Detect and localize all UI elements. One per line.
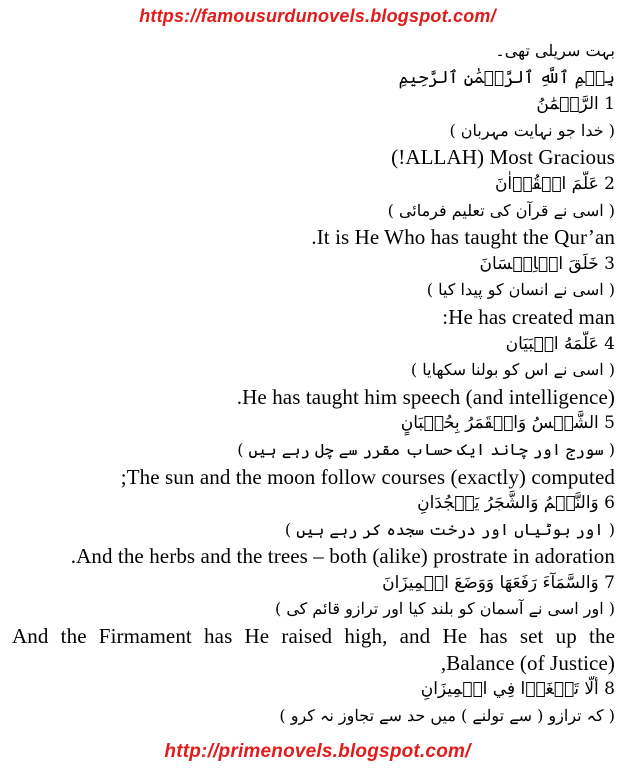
text-line: He has created man:	[442, 304, 615, 329]
text-line: And the herbs and the trees – both (alike) prostrate in adoration.	[70, 544, 615, 569]
text-line: ( اسی نے انسان کو پیدا کیا )	[426, 280, 615, 300]
text-line: بِسۡمِ ٱللَّهِ ٱلرَّحۡمَٰنِ ٱلرَّحِيمِ	[398, 67, 615, 88]
text-line: ( خدا جو نہایت مہربان )	[449, 120, 615, 140]
text-line: 6 وَالنَّجۡمُ وَالشَّجَرُ يَسۡجُدَانِ	[417, 493, 615, 514]
text-line: He has taught him speech (and intelligence).	[236, 384, 615, 409]
text-line: 1 الرَّحۡمَٰنُ	[536, 94, 615, 115]
page-body	[0, 38, 635, 729]
text-line: It is He Who has taught the Qur’an.	[311, 225, 615, 250]
text-line: ( سورج اور چاند ایک حساب مقرر سے چل رہے ہیں )	[237, 439, 615, 459]
text-line: ( کہ ترازو ( سے تولنے ) میں حد سے تجاوز نہ کرو )	[279, 705, 615, 725]
text-line: 5 الشَّمۡسُ وَالۡقَمَرُ بِحُسۡبَانٍ	[400, 413, 615, 434]
text-line: ( اسی نے اس کو بولنا سکھایا )	[410, 360, 615, 380]
text-line: ALLAH) Most Gracious!)	[391, 145, 615, 170]
text-line: 7 وَالسَّمَآءَ رَفَعَهَا وَوَضَعَ الۡمِيزَانَ	[382, 572, 615, 593]
text-line: The sun and the moon follow courses (exactly) computed;	[120, 464, 615, 489]
text-line: Balance (of Justice),	[440, 650, 615, 675]
text-line: 2 عَلَّمَ الۡقُرۡاٰنَ	[494, 173, 615, 194]
text-line: بہت سریلی تھی۔	[495, 41, 615, 60]
text-line: And the Firmament has He raised high, and He has set up the	[12, 624, 615, 649]
header-url[interactable]: https://famousurdunovels.blogspot.com/	[139, 6, 496, 26]
text-line: 8 أَلَّا تَطۡغَوۡا فِي الۡمِيزَانِ	[420, 679, 615, 700]
text-line: 4 عَلَّمَهُ الۡبَيَان	[505, 333, 615, 354]
text-line: ( اسی نے قرآن کی تعلیم فرمائی )	[387, 200, 615, 220]
text-line: 3 خَلَقَ الۡاِنۡسَانَ	[479, 253, 615, 274]
text-line: ( اور اسی نے آسمان کو بلند کیا اور ترازو قائم کی )	[275, 599, 615, 619]
footer-url[interactable]: http://primenovels.blogspot.com/	[164, 741, 471, 762]
text-line: ( اور بوٹیاں اور درخت سجدہ کر رہے ہیں )	[284, 519, 615, 539]
